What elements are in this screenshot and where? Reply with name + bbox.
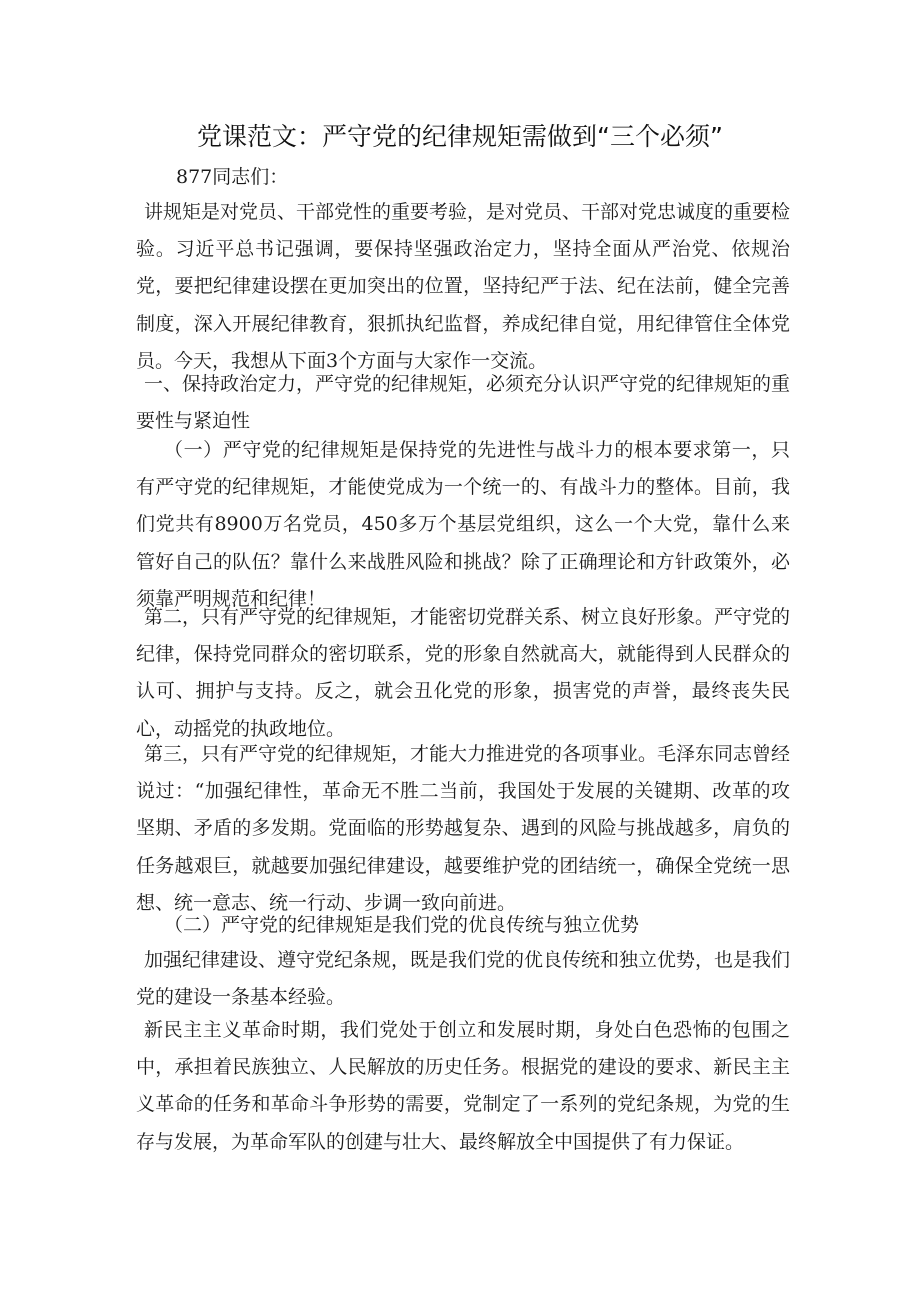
paragraph-strengthen-discipline: 加强纪律建设、遵守党纪条规，既是我们党的优良传统和独立优势，也是我们党的建设一条基本经验。 xyxy=(136,949,791,1009)
paragraph-second: 第二，只有严守党的纪律规矩，才能密切党群关系、树立良好形象。严守党的纪律，保持党同群众的密切联系，党的形象自然就高大，就能得到人民群众的认可、拥护与支持。反之，就会丑化党的形象，损害党的声誉，最终丧失民心，动摇党的执政地位。 xyxy=(136,606,791,740)
subsection-2-heading: （二）严守党的纪律规矩是我们党的优良传统与独立优势 xyxy=(164,914,640,936)
paragraph-intro: 讲规矩是对党员、干部党性的重要考验，是对党员、干部对党忠诚度的重要检验。习近平总书记强调，要保持坚强政治定力，坚持全面从严治党、依规治党，要把纪律建设摆在更加突出的位置，坚持纪严于法、纪在法前，健全完善制度，深入开展纪律教育，狠抓执纪监督，养成纪律自觉，用纪律管住全体党员。今天，我想从下面3个方面与大家作一交流。 xyxy=(136,201,791,372)
greeting: 877同志们： xyxy=(176,166,289,188)
paragraph-new-democratic-revolution: 新民主主义革命时期，我们党处于创立和发展时期，身处白色恐怖的包围之中，承担着民族独立、人民解放的历史任务。根据党的建设的要求、新民主主义革命的任务和革命斗争形势的需要，党制定了一系列的党纪条规，为党的生存与发展，为革命军队的创建与壮大、最终解放全中国提供了有力保证。 xyxy=(136,1019,790,1153)
document-title: 党课范文：严守党的纪律规矩需做到“三个必须” xyxy=(197,122,723,151)
paragraph-third: 第三，只有严守党的纪律规矩，才能大力推进党的各项事业。毛泽东同志曾经说过：“加强纪律性，革命无不胜二当前，我国处于发展的关键期、改革的攻坚期、矛盾的多发期。党面临的形势越复杂、遇到的风险与挑战越多，肩负的任务越艰巨，就越要加强纪律建设，越要维护党的团结统一，确保全党统一思想、统一意志、统一行动、步调一致向前进。 xyxy=(136,743,791,914)
section-heading-1: 一、保持政治定力，严守党的纪律规矩，必须充分认识严守党的纪律规矩的重要性与紧迫性 xyxy=(136,373,791,433)
subsection-1-paragraph: （一）严守党的纪律规矩是保持党的先进性与战斗力的根本要求第一，只有严守党的纪律规矩，才能使党成为一个统一的、有战斗力的整体。目前，我们党共有8900万名党员，450多万个基层党组织，这么一个大党，靠什么来管好自己的队伍？靠什么来战胜风险和挑战？除了正确理论和方针政策外，必须靠严明规范和纪律！ xyxy=(136,439,790,610)
